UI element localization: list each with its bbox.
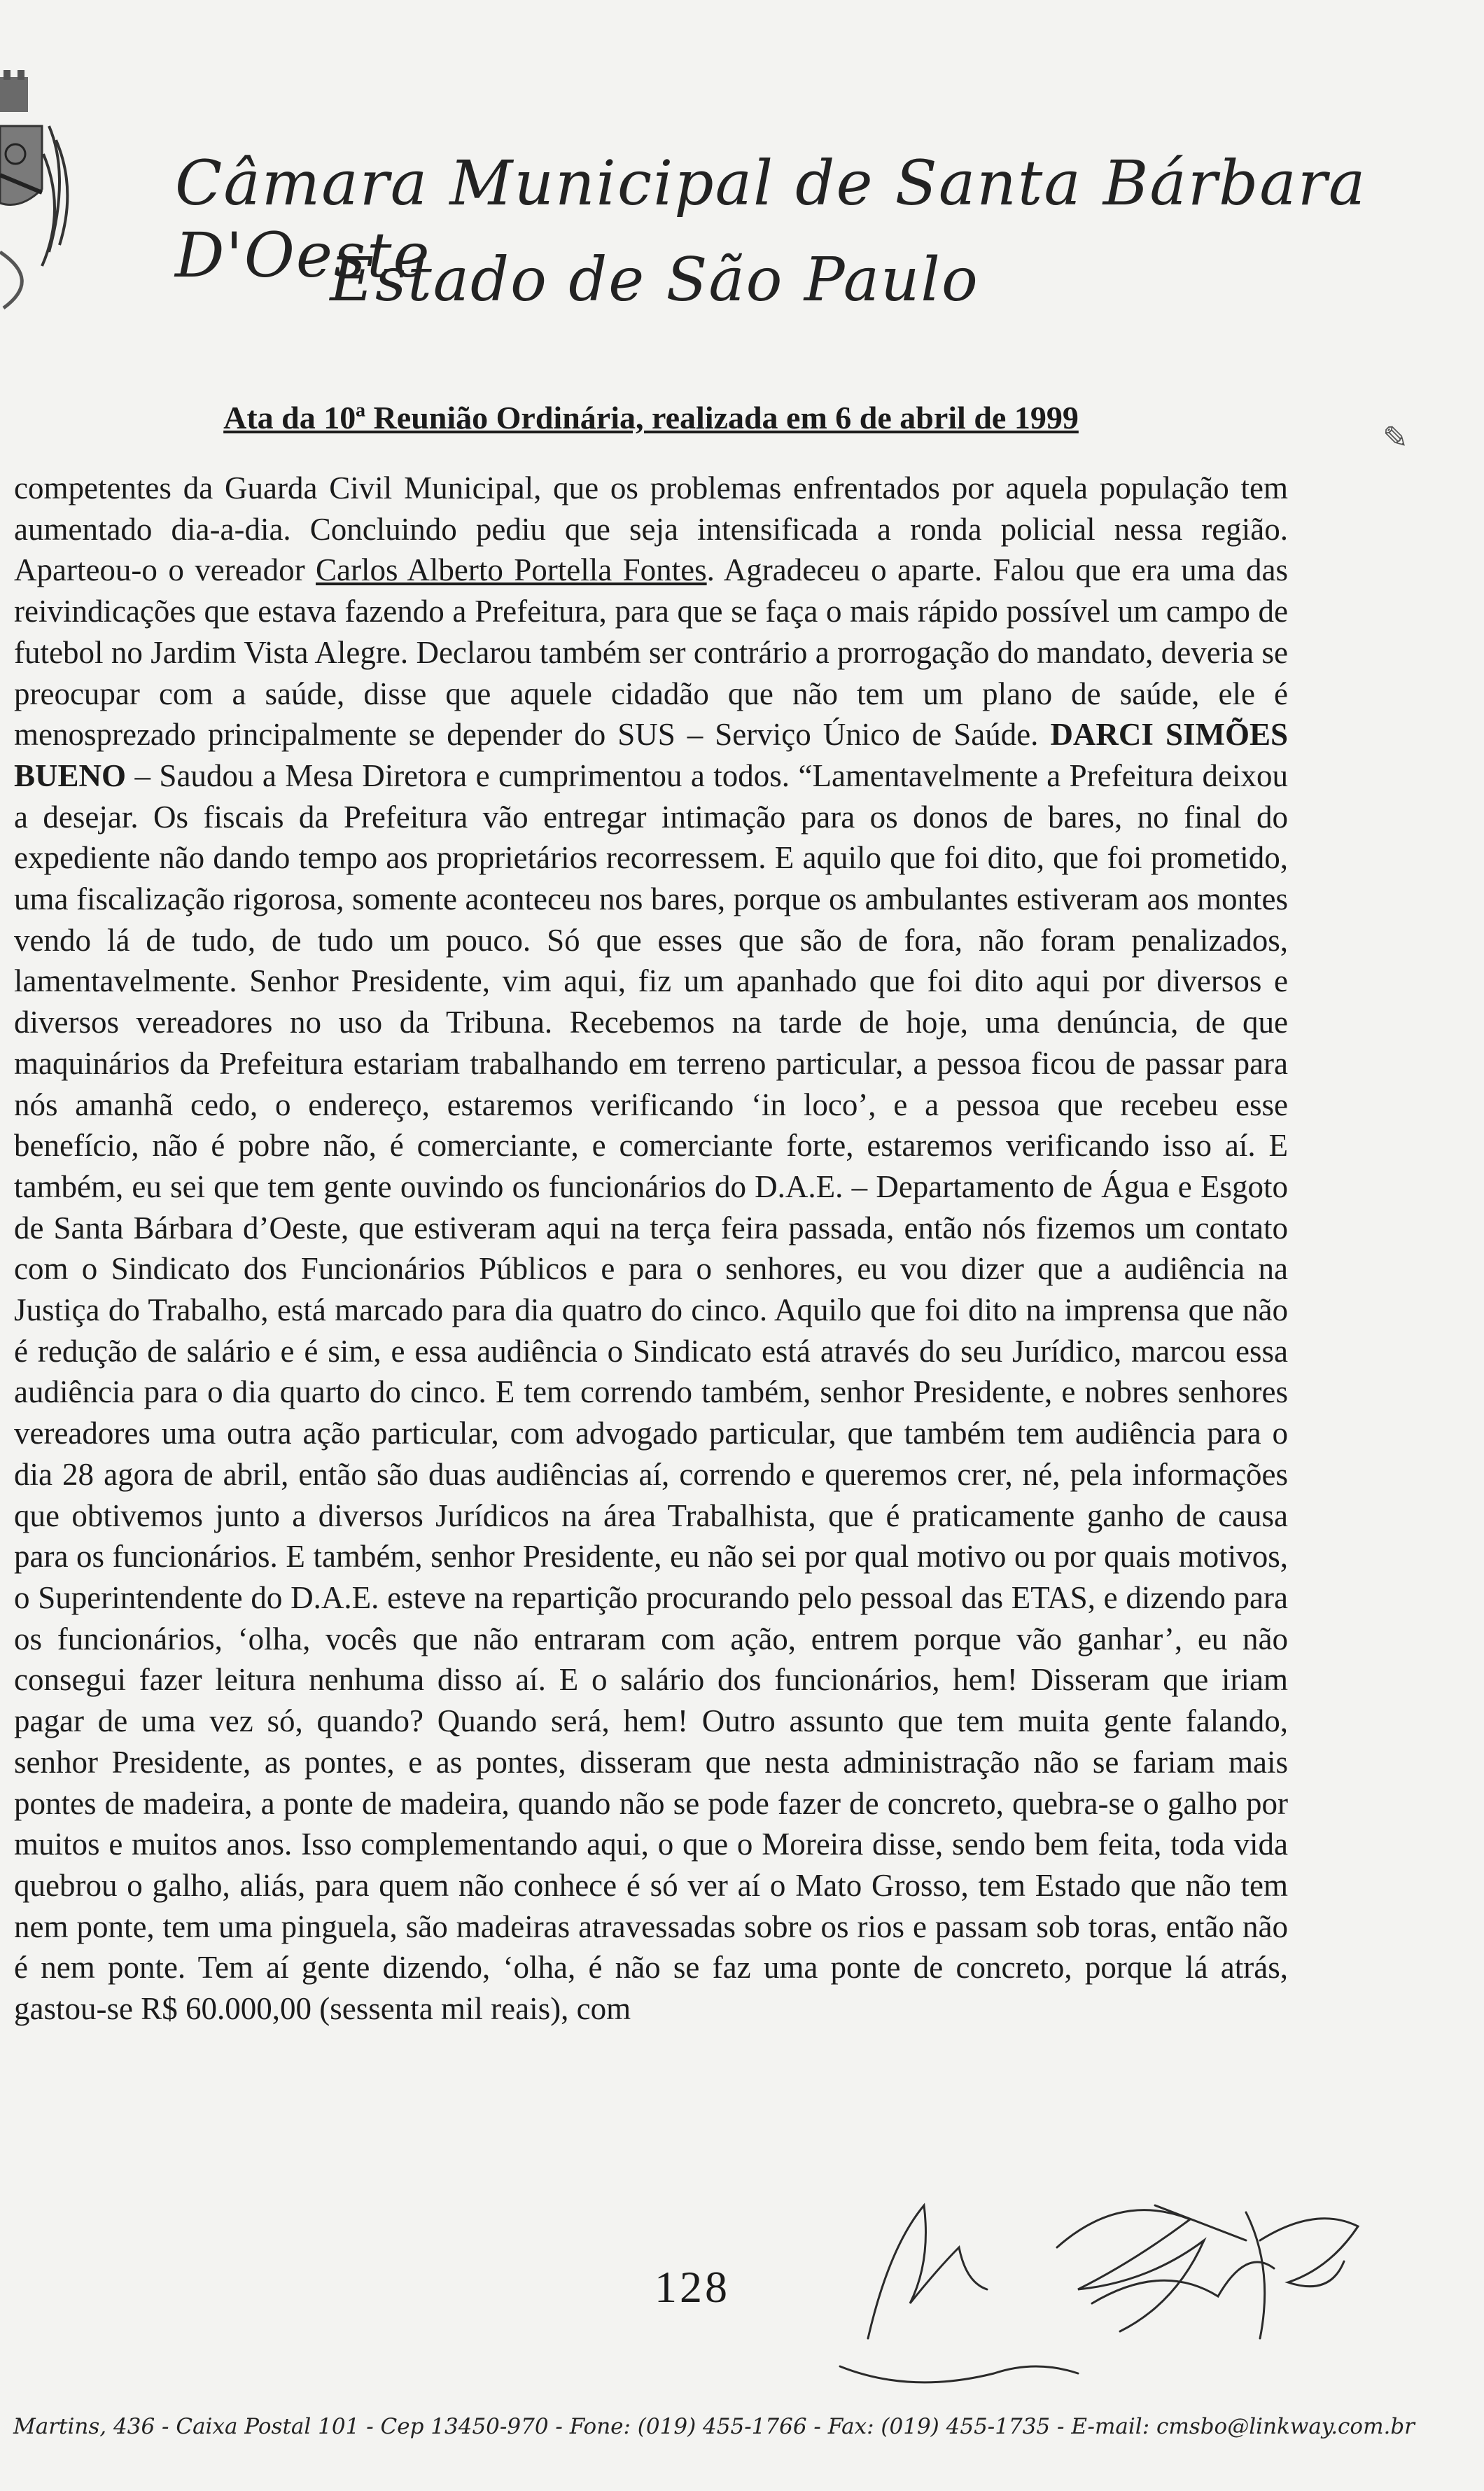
state-name-header: Estado de São Paulo <box>330 245 979 315</box>
speaker-name: DARCI SIMÕES BUENO <box>14 717 1289 793</box>
body-segment: . Agradeceu o aparte. Falou que era uma das reivindicações que estava fazendo a Prefeitura, para que se faça o mais rápido possível um campo de futebol no Jardim Vista Alegre. Declarou também ser contrário a prorrogação do mandato, deveria se preocupar com a saúde, disse que aquele cidadão que não tem um plano de saúde, ele é menosprezado principalmente se depender do SUS – Serviço Único de Saúde. <box>14 552 1288 753</box>
address-footer: Martins, 436 - Caixa Postal 101 - Cep 13450-970 - Fone: (019) 455-1766 - Fax: (019) 455-1735 - E-mail: cmsbo@linkway.com.br <box>13 2414 1415 2439</box>
body-segment: competentes da Guarda Civil Municipal, que os problemas enfrentados por aquela população tem aumentado dia-a-dia. Concluindo pediu que seja intensificada a ronda policial nessa região. Aparteou-o o vereador <box>14 470 1288 588</box>
alderman-name: Carlos Alberto Portella Fontes <box>316 552 707 588</box>
handwritten-signatures <box>826 2163 1400 2394</box>
minutes-title: Ata da 10ª Reunião Ordinária, realizada em 6 de abril de 1999 <box>223 400 1079 435</box>
council-name-header: Câmara Municipal de Santa Bárbara D'Oeste <box>175 147 1367 291</box>
minutes-body-text <box>14 468 1288 2030</box>
page-number: 128 <box>654 2262 730 2312</box>
pen-mark-icon: ✎ <box>1382 421 1408 455</box>
body-segment: – Saudou a Mesa Diretora e cumprimentou a todos. “Lamentavelmente a Prefeitura deixou a desejar. Os fiscais da Prefeitura vão entregar intimação para os donos de bares, no final do expediente não dando tempo aos proprietários recorressem. E aquilo que foi dito, que foi prometido, uma fiscalização rigorosa, somente aconteceu nos bares, porque os ambulantes estiveram aos montes vendo lá de tudo, de tudo um pouco. Só que esses que são de fora, não foram penalizados, lamentavelmente. Senhor Presidente, vim aqui, fiz um apanhado que foi dito aqui por diversos e diversos vereadores no uso da Tribuna. Recebemos na tarde de hoje, uma denúncia, de que maquinários da Prefeitura estariam trabalhando em terreno particular, a pessoa ficou de passar para nós amanhã cedo, o endereço, estaremos verificando ‘in loco’, e a pessoa que recebeu esse benefício, não é pobre não, é comerciante, e comerciante forte, estaremos verificando isso aí. E também, eu sei que tem gente ouvindo os funcionários do D.A.E. – Departamento de Água e Esgoto de Santa Bárbara d’Oeste, que estiveram aqui na terça feira passada, então nós fizemos um contato com o Sindicato dos Funcionários Públicos e para o senhores, eu vou dizer que a audiência na Justiça do Trabalho, está marcado para dia quatro do cinco. Aquilo que foi dito na imprensa que não é redução de salário e é sim, e essa audiência o Sindicato está através do seu Jurídico, marcou essa audiência para o dia quarto do cinco. E tem correndo também, senhor Presidente, e nobres senhores vereadores uma outra ação particular, com advogado particular, que também tem audiência para o dia 28 agora de abril, então são duas audiências aí, correndo e queremos crer, né, pela informações que obtivemos junto a diversos Jurídicos na área Trabalhista, que é praticamente ganho de causa para os funcionários. E também, senhor Presidente, eu não sei por qual motivo ou por quais motivos, o Superintendente do D.A.E. esteve na repartição procurando pelo pessoal das ETAS, e dizendo para os funcionários, ‘olha, vocês que não entraram com ação, entrem porque vão ganhar’, eu não consegui fazer leitura nenhuma disso aí. E o salário dos funcionários, hem! Disseram que iriam pagar de uma vez só, quando? Quando será, hem! Outro assunto que tem muita gente falando, senhor Presidente, as pontes, e as pontes, disseram que nesta administração não se fariam mais pontes de madeira, a ponte de madeira, quando não se pode fazer de concreto, quebra-se o galho por muitos e muitos anos. Isso complementando aqui, o que o Moreira disse, sendo bem feita, toda vida quebrou o galho, aliás, para quem não conhece é só ver aí o Mato Grosso, tem Estado que não tem nem ponte, tem uma pinguela, são madeiras atravessadas sobre os rios e passam sob toras, então não é nem ponte. Tem aí gente dizendo, ‘olha, é não se faz uma ponte de concreto, porque lá atrás, gastou-se R$ 60.000,00 (sessenta mil reais), com <box>14 758 1288 2027</box>
